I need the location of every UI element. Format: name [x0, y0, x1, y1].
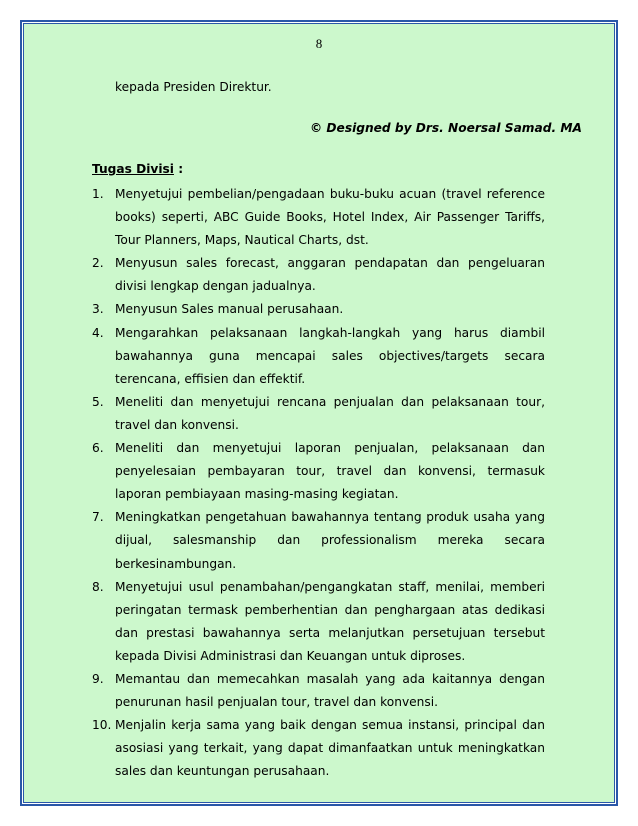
- section-heading-suffix: :: [173, 162, 184, 176]
- list-item: [92, 714, 545, 783]
- list-item-number: 1.: [92, 187, 104, 201]
- list-item-text: Meneliti dan menyetujui laporan penjualan, pelaksanaan dan penyelesaian pembayaran tour, travel dan konvensi, termasuk laporan pembiayaan masing-masing kegiatan.: [115, 441, 545, 502]
- list-item: [92, 437, 545, 506]
- list-item-number: 4.: [92, 325, 104, 340]
- list-item: [92, 252, 545, 298]
- page-number: 8: [315, 36, 323, 51]
- list-item-number: 8.: [92, 579, 104, 594]
- list-item: [92, 322, 545, 391]
- list-item-number: 5.: [92, 394, 104, 409]
- list-item-text: Menyetujui usul penambahan/pengangkatan staff, menilai, memberi peringatan termask pemberhentian dan penghargaan atas dedikasi dan prestasi bawahannya serta melanjutkan persetujuan tersebut kepada Divisi Administrasi dan Keuangan untuk diproses.: [115, 579, 545, 663]
- list-item-number: 3.: [92, 302, 104, 317]
- section-heading-title: Tugas Divisi: [92, 162, 174, 176]
- list-item: [92, 576, 545, 668]
- list-item-text: Menyusun Sales manual perusahaan.: [115, 302, 344, 317]
- list-item-number: 6.: [92, 441, 104, 456]
- list-item-text: Menjalin kerja sama yang baik dengan semua instansi, principal dan asosiasi yang terkait, yang dapat dimanfaatkan untuk meningkatkan sales dan keuntungan perusahaan.: [115, 718, 545, 779]
- list-item-number: 2.: [92, 256, 104, 271]
- list-item-number: 7.: [92, 510, 104, 525]
- list-item-number: 10.: [92, 718, 112, 733]
- list-item-text: Menyusun sales forecast, anggaran pendapatan dan pengeluaran divisi lengkap dengan jadualnya.: [115, 256, 545, 294]
- intro-line: kepada Presiden Direktur.: [115, 80, 272, 94]
- list-item-text: Menyetujui pembelian/pengadaan buku-buku acuan (travel reference books) seperti, ABC Guide Books, Hotel Index, Air Passenger Tariffs, Tour Planners, Maps, Nautical Charts, dst.: [115, 187, 545, 248]
- section-heading: [92, 162, 183, 176]
- list-item: [92, 391, 545, 437]
- list-item-text: Memantau dan memecahkan masalah yang ada kaitannya dengan penurunan hasil penjualan tour, travel dan konvensi.: [115, 671, 545, 710]
- list-item: [92, 506, 545, 575]
- list-item: [92, 668, 545, 714]
- list-item: [92, 183, 545, 252]
- list-item-text: Meneliti dan menyetujui rencana penjualan dan pelaksanaan tour, travel dan konvensi.: [115, 394, 545, 432]
- list-item-text: Meningkatkan pengetahuan bawahannya tentang produk usaha yang dijual, salesmanship dan professionalism mereka secara berkesinambungan.: [115, 510, 545, 571]
- task-list: [92, 183, 545, 783]
- designer-credit: © Designed by Drs. Noersal Samad. MA: [310, 121, 582, 135]
- list-item: [92, 298, 545, 321]
- list-item-text: Mengarahkan pelaksanaan langkah-langkah yang harus diambil bawahannya guna mencapai sales objectives/targets secara terencana, effisien dan effektif.: [115, 325, 545, 386]
- list-item-number: 9.: [92, 671, 104, 686]
